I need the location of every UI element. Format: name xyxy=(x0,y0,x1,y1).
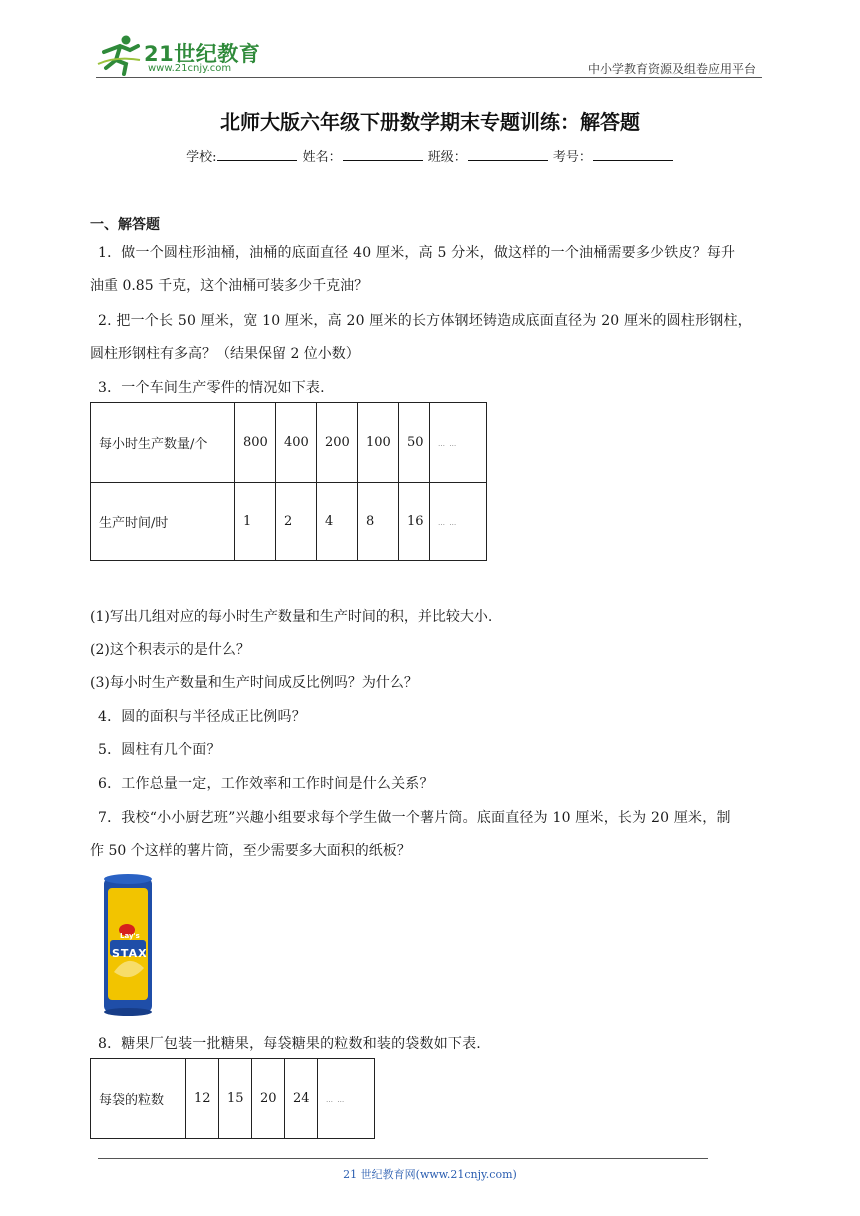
ellipsis-text: … … xyxy=(438,519,458,527)
school-blank[interactable] xyxy=(217,148,297,161)
table-cell: 16 xyxy=(399,483,430,561)
question-4: 4．圆的面积与半径成正比例吗？ xyxy=(98,709,306,725)
table-cell: 400 xyxy=(276,403,317,483)
question-2-line-1: 2. 把一个长 50 厘米，宽 10 厘米，高 20 厘米的长方体钢坯铸造成底面直径为 20 厘米的圆柱形钢柱， xyxy=(98,313,752,329)
table-cell: 20 xyxy=(252,1059,285,1139)
exam-number-label: 考号： xyxy=(552,150,592,165)
question-3-intro: 3．一个车间生产零件的情况如下表. xyxy=(98,380,325,396)
question-5: 5．圆柱有几个面？ xyxy=(98,742,221,758)
question-7-line-1: 7．我校“小小厨艺班”兴趣小组要求每个学生做一个薯片筒。底面直径为 10 厘米，长为 20 厘米，制 xyxy=(98,810,731,826)
name-blank[interactable] xyxy=(343,148,423,161)
ellipsis-text: … … xyxy=(326,1096,346,1104)
school-label: 学校: xyxy=(186,150,217,165)
chip-can-icon xyxy=(100,872,156,1017)
candy-table xyxy=(90,1058,375,1139)
footer-link[interactable]: 21 世纪教育网(www.21cnjy.com) xyxy=(343,1168,517,1181)
production-table xyxy=(90,402,487,561)
ellipsis-text: … … xyxy=(438,440,458,448)
table-row xyxy=(91,403,487,483)
question-2-line-2: 圆柱形钢柱有多高？（结果保留 2 位小数） xyxy=(90,346,360,362)
table-cell: 50 xyxy=(399,403,430,483)
table-cell-ellipsis xyxy=(430,483,487,561)
platform-name: 中小学教育资源及组卷应用平台 xyxy=(587,62,756,76)
table-cell: 24 xyxy=(285,1059,318,1139)
question-1-line-1: 1．做一个圆柱形油桶，油桶的底面直径 40 厘米，高 5 分米，做这样的一个油桶需要多少铁皮？每升 xyxy=(98,245,736,261)
question-3-sub-2: (2)这个积表示的是什么？ xyxy=(90,642,250,658)
question-7-line-2: 作 50 个这样的薯片筒，至少需要多大面积的纸板？ xyxy=(90,843,411,859)
table-row-label: 每小时生产数量/个 xyxy=(91,403,235,483)
table-cell-ellipsis xyxy=(430,403,487,483)
class-label: 班级： xyxy=(427,150,467,165)
page-title: 北师大版六年级下册数学期末专题训练：解答题 xyxy=(220,110,640,134)
table-cell: 200 xyxy=(317,403,358,483)
can-product: STAX xyxy=(112,947,148,960)
can-brand: Lay's xyxy=(120,932,140,940)
table-cell: 4 xyxy=(317,483,358,561)
table-cell: 800 xyxy=(235,403,276,483)
question-8-intro: 8．糖果厂包装一批糖果，每袋糖果的粒数和装的袋数如下表. xyxy=(98,1036,481,1052)
header-divider xyxy=(96,77,762,78)
table-row xyxy=(91,483,487,561)
table-cell: 15 xyxy=(219,1059,252,1139)
question-1-line-2: 油重 0.85 千克，这个油桶可装多少千克油？ xyxy=(90,278,369,294)
class-blank[interactable] xyxy=(468,148,548,161)
table-cell: 8 xyxy=(358,483,399,561)
question-3-sub-1: (1)写出几组对应的每小时生产数量和生产时间的积，并比较大小. xyxy=(90,609,493,625)
chip-can-image xyxy=(100,872,156,1017)
table-row xyxy=(91,1059,375,1139)
table-cell: 100 xyxy=(358,403,399,483)
table-cell: 12 xyxy=(186,1059,219,1139)
question-3-sub-3: (3)每小时生产数量和生产时间成反比例吗？为什么？ xyxy=(90,675,418,691)
table-cell: 2 xyxy=(276,483,317,561)
table-row-label: 生产时间/时 xyxy=(91,483,235,561)
student-info-line xyxy=(0,146,860,165)
table-row-label: 每袋的粒数 xyxy=(91,1059,186,1139)
name-label: 姓名： xyxy=(302,150,342,165)
section-title: 一、解答题 xyxy=(90,217,160,233)
exam-number-blank[interactable] xyxy=(593,148,673,161)
site-logo xyxy=(96,34,266,78)
logo-text: 21世纪教育 xyxy=(144,42,261,66)
footer-divider xyxy=(98,1158,708,1159)
runner-logo-icon xyxy=(96,34,142,76)
table-cell-ellipsis xyxy=(318,1059,375,1139)
table-cell: 1 xyxy=(235,483,276,561)
question-6: 6．工作总量一定，工作效率和工作时间是什么关系？ xyxy=(98,776,434,792)
logo-url: www.21cnjy.com xyxy=(148,63,232,74)
